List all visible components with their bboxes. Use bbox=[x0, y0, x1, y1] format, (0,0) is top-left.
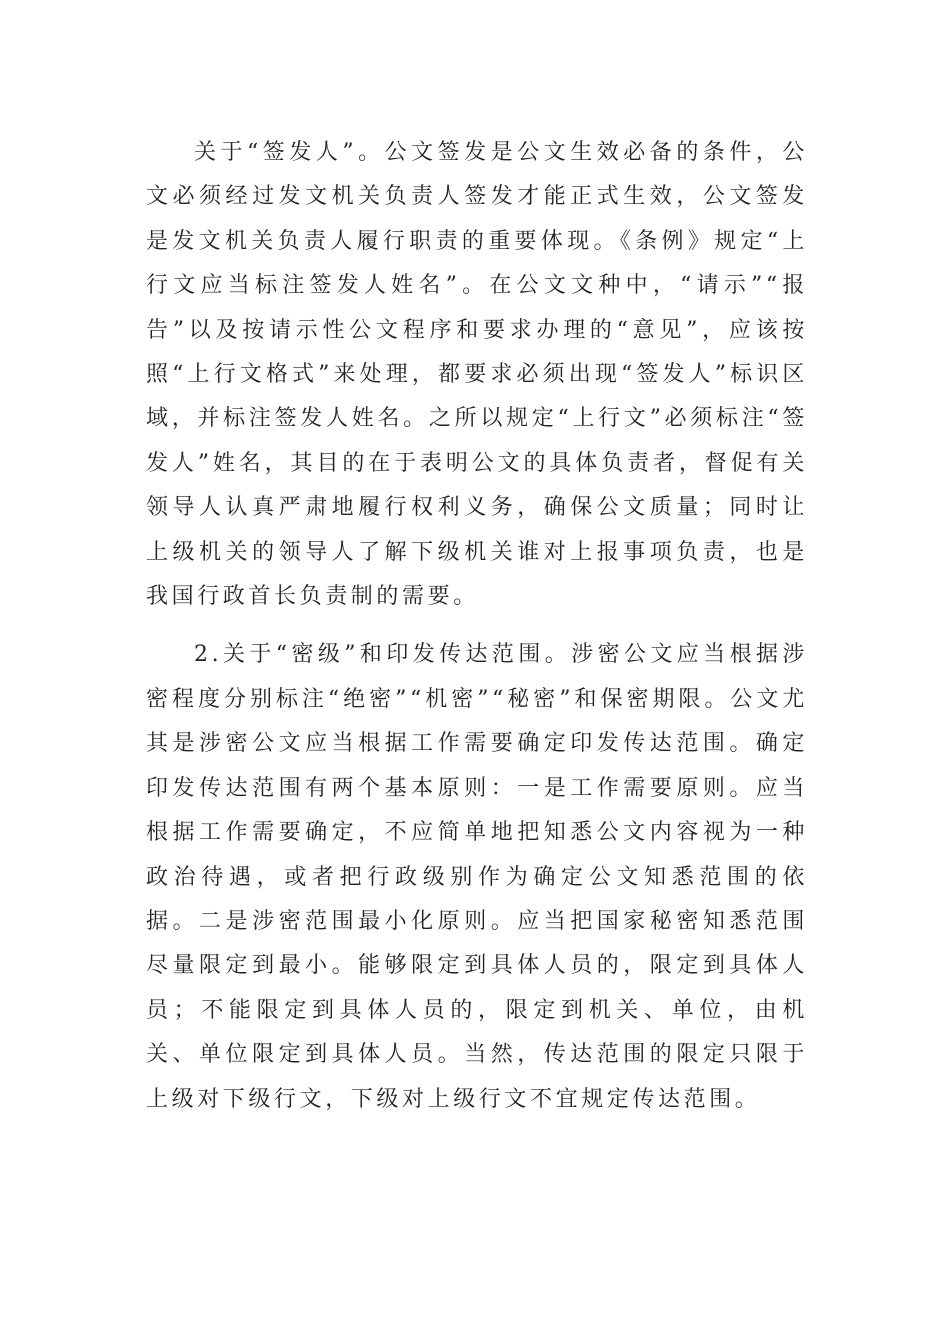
document-body bbox=[146, 131, 808, 1122]
paragraph-signer: 关于“签发人”。公文签发是公文生效必备的条件，公文必须经过发文机关负责人签发才能正式生效，公文签发是发文机关负责人履行职责的重要体现。《条例》规定“上行文应当标注签发人姓名”。在公文文种中，“请示”“报告”以及按请示性公文程序和要求办理的“意见”，应该按照“上行文格式”来处理，都要求必须出现“签发人”标识区域，并标注签发人姓名。之所以规定“上行文”必须标注“签发人”姓名，其目的在于表明公文的具体负责者，督促有关领导人认真严肃地履行权利义务，确保公文质量；同时让上级机关的领导人了解下级机关谁对上报事项负责，也是我国行政首长负责制的需要。 bbox=[146, 140, 808, 610]
paragraph-classification: 2.关于“密级”和印发传达范围。涉密公文应当根据涉密程度分别标注“绝密”“机密”“秘密”和保密期限。公文尤其是涉密公文应当根据工作需要确定印发传达范围。确定印发传达范围有两个基本原则：一是工作需要原则。应当根据工作需要确定，不应简单地把知悉公文内容视为一种政治待遇，或者把行政级别作为确定公文知悉范围的依据。二是涉密范围最小化原则。应当把国家秘密知悉范围尽量限定到最小。能够限定到具体人员的，限定到具体人员；不能限定到具体人员的，限定到机关、单位，由机关、单位限定到具体人员。当然，传达范围的限定只限于上级对下级行文，下级对上级行文不宜规定传达范围。 bbox=[146, 642, 808, 1112]
